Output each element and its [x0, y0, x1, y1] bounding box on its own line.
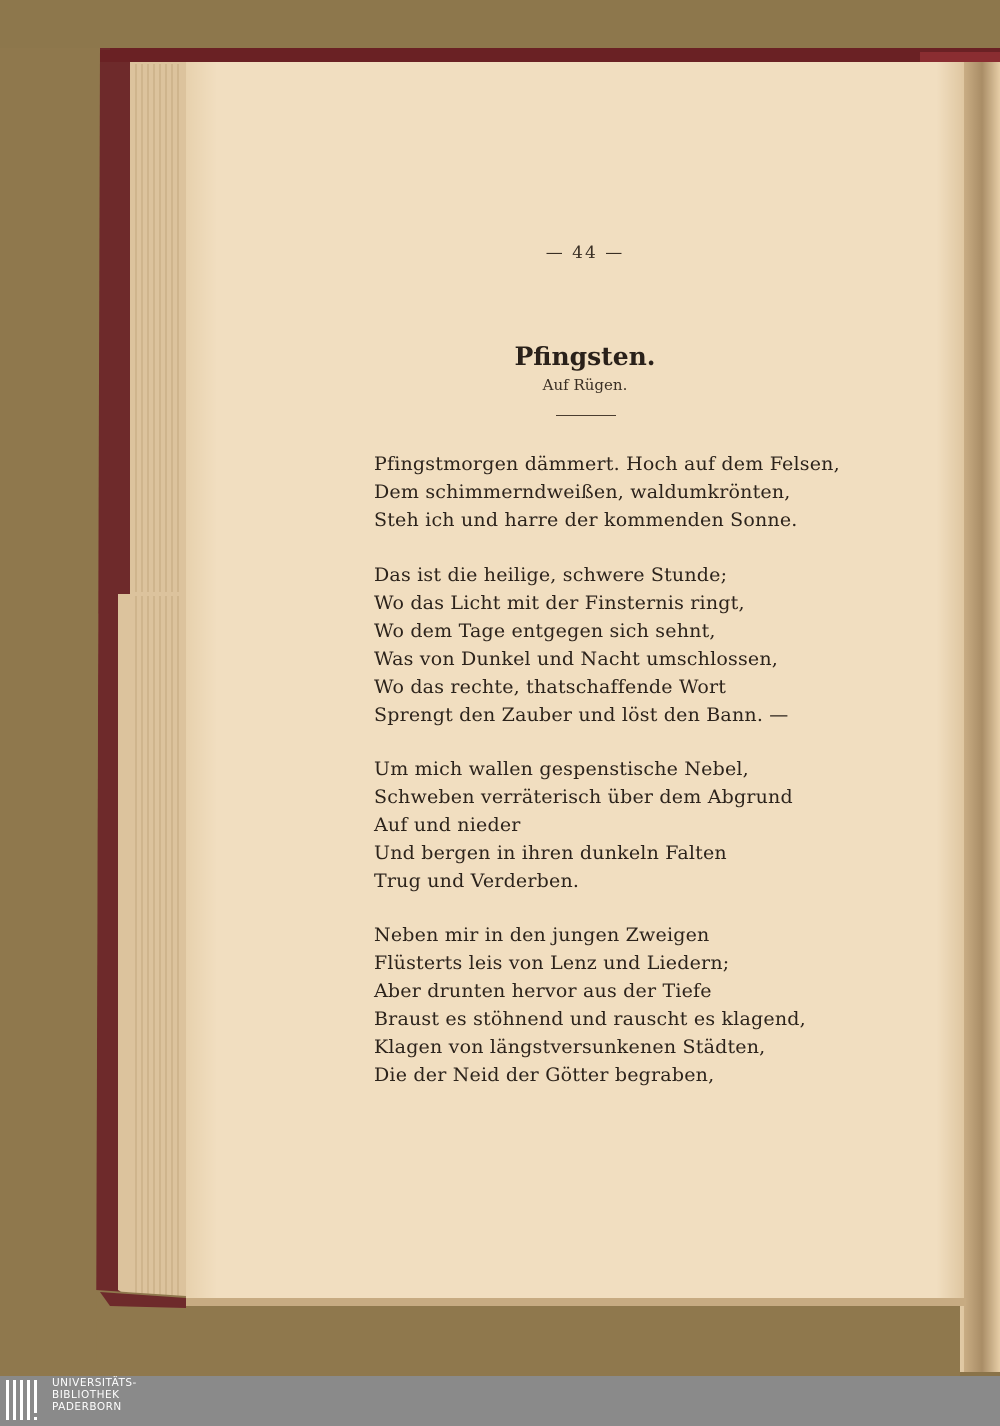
poem-line: Pfingstmorgen dämmert. Hoch auf dem Felsen, [374, 453, 840, 475]
poem-line: Steh ich und harre der kommenden Sonne. [374, 509, 798, 531]
poem-line: Braust es stöhnend und rauscht es klagend, [374, 1008, 806, 1030]
poem-line: Und bergen in ihren dunkeln Falten [374, 842, 727, 864]
stanza-1 [374, 450, 840, 534]
poem-line: Schweben verräterisch über dem Abgrund [374, 786, 793, 808]
poem-line: Aber drunten hervor aus der Tiefe [374, 980, 712, 1002]
library-name-line-2: BIBLIOTHEK [52, 1389, 120, 1401]
poem-line: Trug und Verderben. [374, 870, 580, 892]
poem-line: Wo das Licht mit der Finsternis ringt, [374, 592, 745, 614]
poem-subtitle: Auf Rügen. [542, 376, 628, 394]
library-name [52, 1377, 137, 1413]
library-name-line-3: PADERBORN [52, 1401, 122, 1413]
poem-line: Das ist die heilige, schwere Stunde; [374, 564, 728, 586]
page-number: — 44 — [545, 243, 625, 263]
stanza-4 [374, 921, 806, 1089]
library-footer [0, 1376, 1000, 1426]
poem-line: Wo dem Tage entgegen sich sehnt, [374, 620, 716, 642]
stanza-2 [374, 561, 789, 729]
title-divider [556, 415, 616, 416]
poem-line: Wo das rechte, thatschaffende Wort [374, 676, 727, 698]
poem-line: Klagen von längstversunkenen Städten, [374, 1036, 766, 1058]
poem-line: Die der Neid der Götter begraben, [374, 1064, 715, 1086]
poem-title: Pfingsten. [514, 342, 656, 371]
poem-line: Flüsterts leis von Lenz und Liedern; [374, 952, 730, 974]
poem-line: Auf und nieder [374, 814, 521, 836]
poem-line: Dem schimmerndweißen, waldumkrönten, [374, 481, 791, 503]
poem-line: Was von Dunkel und Nacht umschlossen, [374, 648, 779, 670]
poem-line: Um mich wallen gespenstische Nebel, [374, 758, 749, 780]
poem-line: Neben mir in den jungen Zweigen [374, 924, 710, 946]
poem-line: Sprengt den Zauber und löst den Bann. — [374, 704, 789, 726]
library-logo-icon [6, 1380, 46, 1422]
stanza-3 [374, 755, 793, 895]
library-name-line-1: UNIVERSITÄTS- [52, 1377, 137, 1389]
